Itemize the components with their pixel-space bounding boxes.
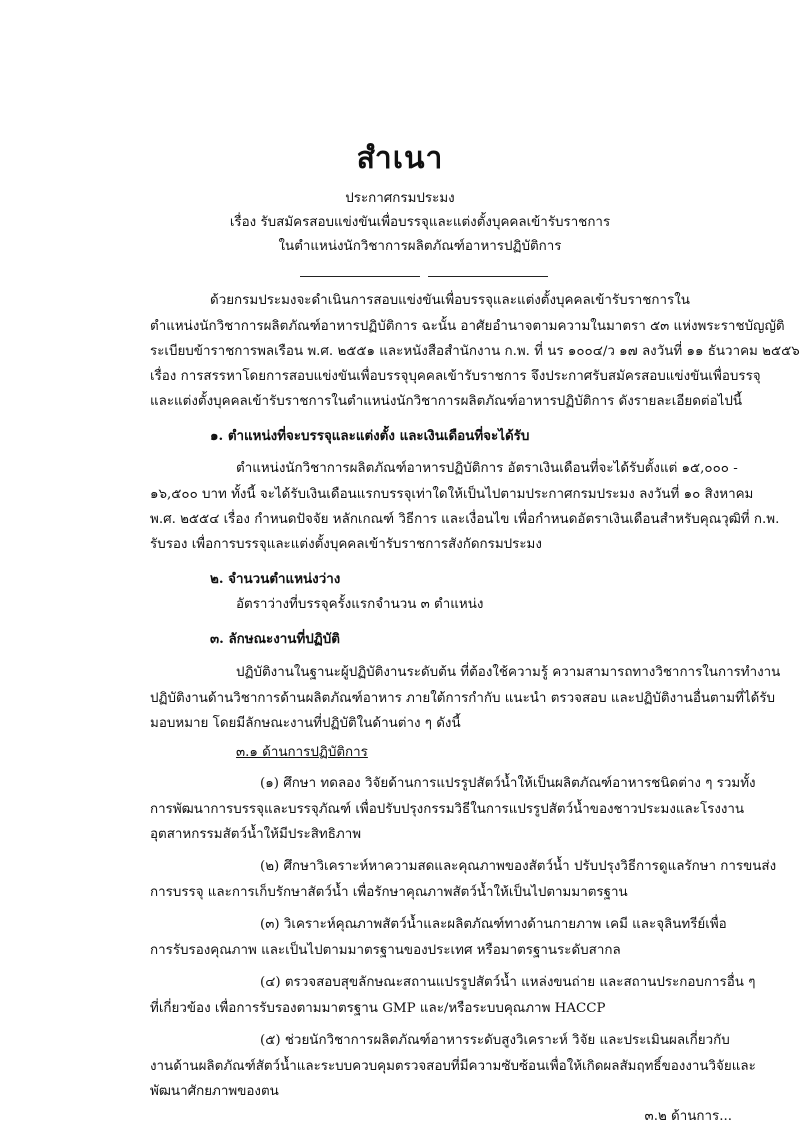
duty-item-line: อุตสาหกรรมสัตว์น้ำให้มีประสิทธิภาพ	[150, 827, 362, 842]
duty-item-line: (๓) วิเคราะห์คุณภาพสัตว์น้ำและผลิตภัณฑ์ทางด้านกายภาพ เคมี และจุลินทรีย์เพื่อ	[260, 917, 727, 932]
section-1-line: พ.ศ. ๒๕๕๔ เรื่อง กำหนดปัจจัย หลักเกณฑ์ วิธีการ และเงื่อนไข เพื่อกำหนดอัตราเงินเดือนสำหรับคุณวุฒิที่ ก.พ.	[150, 512, 780, 527]
duty-item-line: การรับรองคุณภาพ และเป็นไปตามมาตรฐานของประเทศ หรือมาตรฐานระดับสากล	[150, 943, 621, 958]
section-1-heading: ๑. ตำแหน่งที่จะบรรจุและแต่งตั้ง และเงินเดือนที่จะได้รับ	[210, 428, 530, 444]
duty-item-line: (๑) ศึกษา ทดลอง วิจัยด้านการแปรรูปสัตว์น้ำให้เป็นผลิตภัณฑ์อาหารชนิดต่าง ๆ รวมทั้ง	[260, 776, 756, 791]
duty-item-line: การพัฒนาการบรรจุและบรรจุภัณฑ์ เพื่อปรับปรุงกรรมวิธีในการแปรรูปสัตว์น้ำของชาวประมงและโรงงาน	[150, 802, 745, 817]
intro-line: ด้วยกรมประมงจะดำเนินการสอบแข่งขันเพื่อบรรจุและแต่งตั้งบุคคลเข้ารับราชการใน	[210, 293, 690, 308]
duty-item-line: งานด้านผลิตภัณฑ์สัตว์น้ำและระบบควบคุมตรวจสอบที่มีความซับซ้อนเพื่อให้เกิดผลสัมฤทธิ์ของงานวิจัยและ	[150, 1059, 756, 1074]
section-3-1-heading: ๓.๑ ด้านการปฏิบัติการ	[236, 745, 368, 760]
section-3-line: ปฏิบัติงานด้านวิชาการด้านผลิตภัณฑ์อาหาร ภายใต้การกำกับ แนะนำ ตรวจสอบ และปฏิบัติงานอื่นตามที่ได้รับ	[150, 691, 776, 706]
section-1-line: ตำแหน่งนักวิชาการผลิตภัณฑ์อาหารปฏิบัติการ อัตราเงินเดือนที่จะได้รับตั้งแต่ ๑๕,๐๐๐ -	[236, 461, 738, 476]
section-1-line: รับรอง เพื่อการบรรจุและแต่งตั้งบุคคลเข้ารับราชการสังกัดกรมประมง	[150, 537, 542, 552]
divider-right	[428, 276, 548, 277]
section-2-line: อัตราว่างที่บรรจุครั้งแรกจำนวน ๓ ตำแหน่ง	[236, 597, 484, 612]
announcement-org: ประกาศกรมประมง	[345, 191, 455, 206]
divider-left	[300, 276, 420, 277]
duty-item-line: (๕) ช่วยนักวิชาการผลิตภัณฑ์อาหารระดับสูงวิเคราะห์ วิจัย และประเมินผลเกี่ยวกับ	[260, 1033, 730, 1048]
duty-item-line: พัฒนาศักยภาพของตน	[150, 1084, 279, 1099]
intro-line: ตำแหน่งนักวิชาการผลิตภัณฑ์อาหารปฏิบัติการ ฉะนั้น อาศัยอำนาจตามความในมาตรา ๕๓ แห่งพระราชบัญญัติ	[150, 319, 785, 334]
duty-item-line: การบรรจุ และการเก็บรักษาสัตว์น้ำ เพื่อรักษาคุณภาพสัตว์น้ำให้เป็นไปตามมาตรฐาน	[150, 885, 628, 900]
section-3-line: ปฏิบัติงานในฐานะผู้ปฏิบัติงานระดับต้น ที่ต้องใช้ความรู้ ความสามารถทางวิชาการในการทำงาน	[236, 665, 781, 680]
announcement-subject-line-2: ในตำแหน่งนักวิชาการผลิตภัณฑ์อาหารปฏิบัติการ	[278, 239, 562, 254]
duty-item-line: (๔) ตรวจสอบสุขลักษณะสถานแปรรูปสัตว์น้ำ แหล่งขนถ่าย และสถานประกอบการอื่น ๆ	[260, 975, 756, 990]
duty-item-line: ที่เกี่ยวข้อง เพื่อการรับรองตามมาตรฐาน GMP และ/หรือระบบคุณภาพ HACCP	[150, 1001, 606, 1016]
page-continuation-note: ๓.๒ ด้านการ...	[644, 1109, 732, 1124]
section-1-line: ๑๖,๕๐๐ บาท ทั้งนี้ จะได้รับเงินเดือนแรกบรรจุเท่าใดให้เป็นไปตามประกาศกรมประมง ลงวันที่ ๑๐ สิงหาคม	[150, 487, 754, 502]
intro-line: เรื่อง การสรรหาโดยการสอบแข่งขันเพื่อบรรจุบุคคลเข้ารับราชการ จึงประกาศรับสมัครสอบแข่งขันเพื่อบรรจุ	[150, 369, 761, 384]
intro-line: และแต่งตั้งบุคคลเข้ารับราชการในตำแหน่งนักวิชาการผลิตภัณฑ์อาหารปฏิบัติการ ดังรายละเอียดต่อไปนี้	[150, 394, 743, 409]
copy-stamp-title: สำเนา	[356, 141, 444, 176]
section-2-heading: ๒. จำนวนตำแหน่งว่าง	[210, 571, 341, 587]
section-3-heading: ๓. ลักษณะงานที่ปฏิบัติ	[210, 631, 340, 647]
duty-item-line: (๒) ศึกษาวิเคราะห์หาความสดและคุณภาพของสัตว์น้ำ ปรับปรุงวิธีการดูแลรักษา การขนส่ง	[260, 859, 777, 874]
announcement-subject-line-1: เรื่อง รับสมัครสอบแข่งขันเพื่อบรรจุและแต่งตั้งบุคคลเข้ารับราชการ	[229, 215, 611, 230]
intro-line: ระเบียบข้าราชการพลเรือน พ.ศ. ๒๕๕๑ และหนังสือสำนักงาน ก.พ. ที่ นร ๑๐๐๔/ว ๑๗ ลงวันที่ ๑๑ ธันวาคม ๒๕๕๖	[150, 344, 800, 359]
section-3-line: มอบหมาย โดยมีลักษณะงานที่ปฏิบัติในด้านต่าง ๆ ดังนี้	[150, 716, 461, 731]
